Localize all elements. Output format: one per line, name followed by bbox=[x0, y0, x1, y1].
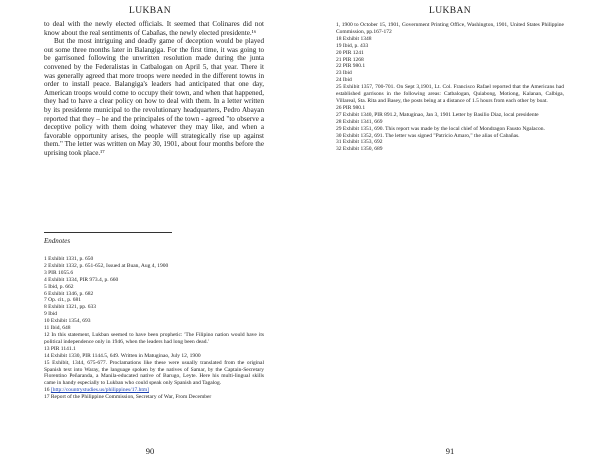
endnote: 7 Op. cit., p. 681 bbox=[44, 297, 81, 304]
endnote: 31 Exhibit 1353, 692 bbox=[336, 139, 383, 146]
page-number: 90 bbox=[145, 446, 155, 456]
country-studies-link[interactable]: [http://countrystudies.us/philippines/17.htm] bbox=[50, 387, 149, 394]
endnote: 9 Ibid bbox=[44, 311, 57, 318]
paragraph: But the most intriguing and deadly game of deception would be played out some three months later in Balangiga. For the first time, it was going to be garrisoned following the unwritten resolution made during the junta convened by the Federalistas in Catbalogan on April 5, that year. There it was generally agreed that more troops were needed in the different towns in order to install peace. Balangiga's leaders had anticipated that one day, American troops would come to occupy their town, and when that happened, they had to have a clear policy on how to deal with them. In a letter written by its presidente municipal to the revolutionary headquarters, Pedro Abayan reported that they – he and the principales of the town - agreed "to observe a deceptive policy with them doing whatever they may like, and when a favorable opportunity arises, the people will strategically rise up against them." The letter was written on May 30, 1901, about four months before the uprising took place.¹⁷ bbox=[44, 37, 264, 157]
endnote: 4 Exhibit 1334, PIR 973.4, p. 660 bbox=[44, 276, 119, 283]
endnote: 24 Ibid bbox=[336, 77, 352, 84]
endnote: 13 PIR 1141.1 bbox=[44, 345, 76, 352]
endnote: 12 In this statement, Lukban seemed to have been prophetic: 'The Filipino nation would have its political independence only in 1946, when the leaders had long been dead.' bbox=[44, 331, 264, 345]
endnote: 21 PIR 1268 bbox=[336, 56, 364, 63]
endnote: 14 Exhibit 1330, PIR 1144.5, 649. Written in Matuginao, July 12, 1900 bbox=[44, 352, 201, 359]
endnote: 29 Exhibit 1351, 690. This report was made by the local chief of Mondragon Fausto Ngalacon. bbox=[336, 125, 545, 132]
endnote: 8 Exhibit 1321, pp. 633 bbox=[44, 304, 96, 311]
endnote: 20 PIR 1241 bbox=[336, 49, 364, 56]
paragraph: to deal with the newly elected officials. It seemed that Colinares did not know about the real sentiments of Cabañas, the newly elected presidente.¹⁶ bbox=[44, 20, 264, 37]
endnote: 32 Exhibit 1350, 689 bbox=[336, 146, 383, 153]
endnote: 18 Exhibit 1348 bbox=[336, 35, 372, 42]
endnotes-list bbox=[44, 256, 264, 401]
endnote: 22 PIR 980.1 bbox=[336, 63, 366, 70]
endnote: 30 Exhibit 1352, 691. The letter was signed "Patricio Amaro," the alias of Cabañas. bbox=[336, 132, 520, 139]
endnote: 1 Exhibit 1331, p. 650 bbox=[44, 256, 94, 262]
endnote: 26 PIR 980.1 bbox=[336, 104, 366, 111]
endnote-number: 16 bbox=[44, 387, 51, 394]
running-head: LUKBAN bbox=[429, 6, 471, 16]
page-number: 91 bbox=[445, 446, 455, 456]
running-head: LUKBAN bbox=[129, 6, 171, 16]
body-text bbox=[44, 20, 264, 158]
endnotes-divider bbox=[44, 232, 172, 233]
right-page bbox=[300, 0, 600, 463]
endnote: 27 Exhibit 1340, PIR 891.2, Matuginao, Jan 3, 1901 Letter by Basilio Diaz, local presidente bbox=[336, 111, 539, 118]
endnotes-list bbox=[336, 22, 564, 153]
endnote: 2 Exhibit 1332, p. 651-652, Issued at Buan, Aug 4, 1900 bbox=[44, 262, 169, 269]
endnote: 3 PIR 1055.6 bbox=[44, 269, 74, 276]
endnote: 15 Exhibit, 1344, 675-677. Proclamations like these were usually translated from the original Spanish text into Waray, the language spoken by the natives of Samar, by the Captain-Secretary Florentino Peñaranda, a Manila-educated native of Barugo, Leyte. Here his multi-lingual skills came in handy especially to Lukban who could speak only Spanish and Tagalog. bbox=[44, 359, 264, 387]
endnote: 6 Exhibit 1346, p. 682 bbox=[44, 290, 94, 297]
endnote: 19 Ibid, p. 433 bbox=[336, 42, 369, 49]
endnotes-title: Endnotes bbox=[44, 237, 71, 245]
endnote: 5 Ibid, p. 662 bbox=[44, 283, 74, 290]
endnote: 10 Exhibit 1354, 693 bbox=[44, 318, 91, 325]
endnote: 25 Exhibit 1357, 700-701. On Sept 3,1901, Lt. Col. Francisco Rafael reported that the Americans had established garrisons in the following areas: Catbalogan, Quiabong, Motiong, Kalanan, Calbiga, Villareal, Sta. Rita and Basey, the posts being at a distance of 1.5 hours from each other by boat. bbox=[336, 84, 564, 104]
endnote: 1, 1900 to October 15, 1901, Government Printing Office, Washington, 1901, United States Philippine Commission, pp.167-172 bbox=[336, 22, 564, 35]
endnote: 11 Ibid, 648 bbox=[44, 325, 71, 332]
endnote: 23 Ibid bbox=[336, 70, 352, 77]
endnote: 28 Exhibit 1341, 669 bbox=[336, 118, 383, 125]
endnote: 17 Report of the Philippine Commission, Secretary of War, From December bbox=[44, 394, 212, 401]
